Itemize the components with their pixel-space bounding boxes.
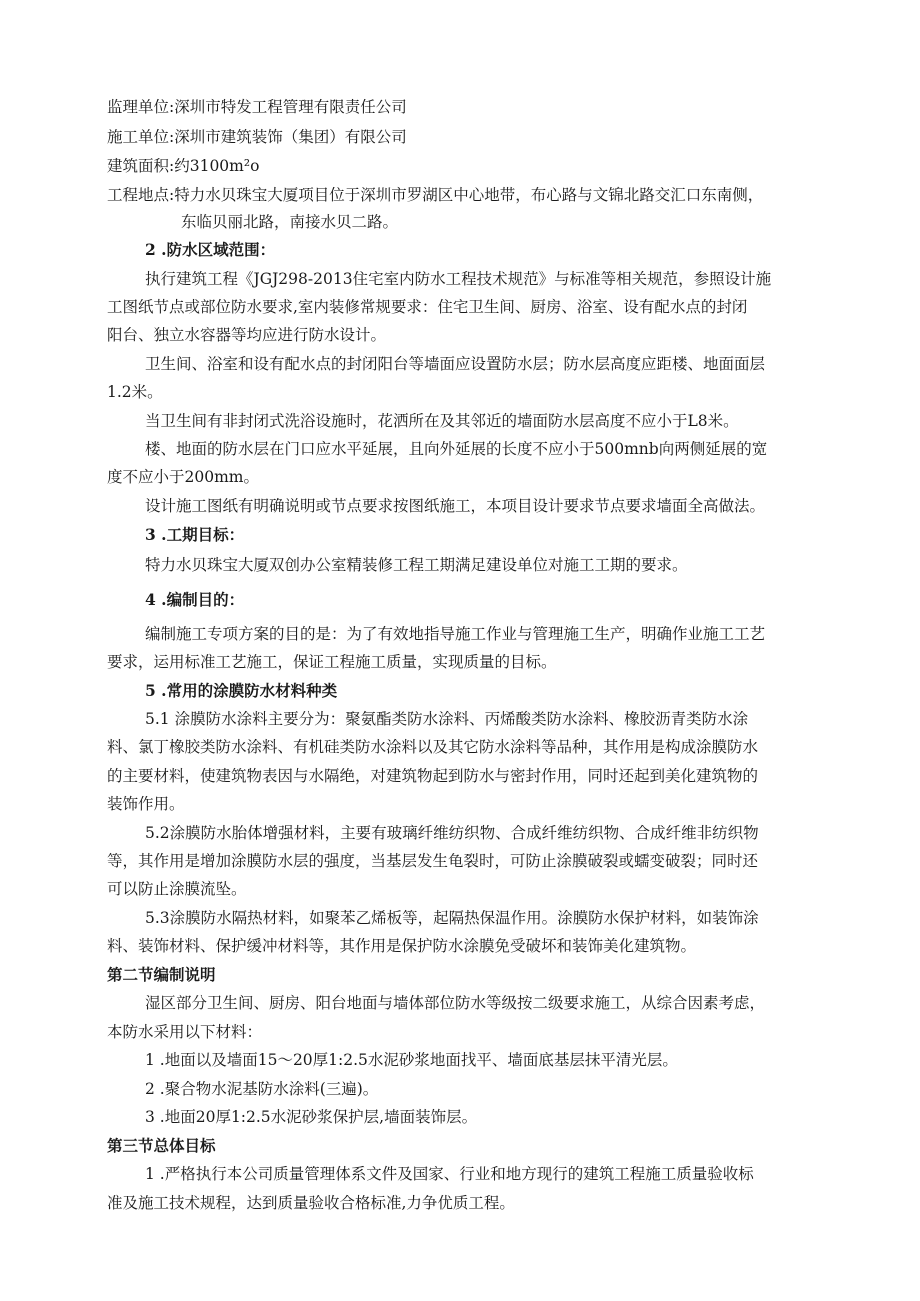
paragraph: 工图纸节点或部位防水要求,室内装修常规要求：住宅卫生间、厨房、浴室、设有配水点的封闭 [107,298,748,316]
paragraph: 5.3涂膜防水隔热材料，如聚苯乙烯板等，起隔热保温作用。涂膜防水保护材料，如装饰涂 [145,909,759,927]
list-item: 2 .聚合物水泥基防水涂料(三遍)。 [145,1080,379,1098]
paragraph: 湿区部分卫生间、厨房、阳台地面与墙体部位防水等级按二级要求施工，从综合因素考虑， [145,994,766,1012]
paragraph: 楼、地面的防水层在门口应水平延展，且向外延展的长度不应小于500mnb向两侧延展的宽 [145,440,768,458]
paragraph: 料、装饰材料、保护缓冲材料等，其作用是保护防水涂膜免受破坏和装饰美化建筑物。 [107,937,697,955]
contractor-line: 施工单位:深圳市建筑装饰（集团）有限公司 [107,128,407,146]
paragraph: 度不应小于200mm。 [107,468,259,486]
paragraph: 当卫生间有非封闭式洗浴设施时，花洒所在及其邻近的墙面防水层高度不应小于L8米。 [145,412,739,430]
paragraph: 5.2涂膜防水胎体增强材料，主要有玻璃纤维纺织物、合成纤维纺织物、合成纤维非纺织物 [145,824,759,842]
section-2-heading: 2 .防水区域范围： [145,240,276,259]
paragraph: 的主要材料，使建筑物表因与水隔绝，对建筑物起到防水与密封作用，同时还起到美化建筑物的 [107,767,759,785]
supervisor-line: 监理单位:深圳市特发工程管理有限责任公司 [107,98,407,116]
location-line-cont: 东临贝丽北路，南接水贝二路。 [181,213,399,231]
paragraph: 等，其作用是增加涂膜防水层的强度，当基层发生龟裂时，可防止涂膜破裂或蠕变破裂；同时还 [107,852,759,870]
paragraph: 可以防止涂膜流坠。 [107,880,247,898]
list-item: 1 .地面以及墙面15〜20厚1:2.5水泥砂浆地面找平、墙面底基层抹平清光层。 [145,1051,678,1069]
section-3-heading: 3 .工期目标： [145,525,245,544]
area-line: 建筑面积:约3100m²o [107,157,260,175]
paragraph: 料、氯丁橡胶类防水涂料、有机硅类防水涂料以及其它防水涂料等品种，其作用是构成涂膜防水 [107,738,759,756]
paragraph: 执行建筑工程《JGJ298-2013住宅室内防水工程技术规范》与标准等相关规范，参照设计施 [145,270,772,288]
paragraph: 设计施工图纸有明确说明或节点要求按图纸施工，本项目设计要求节点要求墙面全高做法。 [145,497,766,515]
paragraph: 要求，运用标准工艺施工，保证工程施工质量，实现质量的目标。 [107,653,557,671]
list-item: 3 .地面20厚1:2.5水泥砂浆保护层,墙面装饰层。 [145,1108,478,1126]
paragraph: 本防水采用以下材料： [107,1023,263,1041]
paragraph: 卫生间、浴室和设有配水点的封闭阳台等墙面应设置防水层；防水层高度应距楼、地面面层 [145,355,766,373]
paragraph: 阳台、独立水容器等均应进行防水设计。 [107,326,387,344]
paragraph: 编制施工专项方案的目的是：为了有效地指导施工作业与管理施工生产，明确作业施工工艺 [145,625,766,643]
list-item: 准及施工技术规程，达到质量验收合格标准,力争优质工程。 [107,1194,515,1212]
paragraph: 1.2米。 [107,383,163,401]
paragraph: 特力水贝珠宝大厦双创办公室精装修工程工期满足建设单位对施工工期的要求。 [145,556,688,574]
chapter-3-heading: 第三节总体目标 [107,1136,216,1155]
section-5-heading: 5 .常用的涂膜防水材料种类 [145,681,338,700]
section-4-heading: 4 .编制目的： [145,590,245,609]
list-item: 1 .严格执行本公司质量管理体系文件及国家、行业和地方现行的建筑工程施工质量验收标 [145,1165,754,1183]
paragraph: 5.1 涂膜防水涂料主要分为：聚氨酯类防水涂料、丙烯酸类防水涂料、橡胶沥青类防水涂 [145,710,749,728]
chapter-2-heading: 第二节编制说明 [107,965,216,984]
paragraph: 装饰作用。 [107,795,185,813]
location-line: 工程地点:特力水贝珠宝大厦项目位于深圳市罗湖区中心地带，布心路与文锦北路交汇口东南侧， [107,186,764,204]
